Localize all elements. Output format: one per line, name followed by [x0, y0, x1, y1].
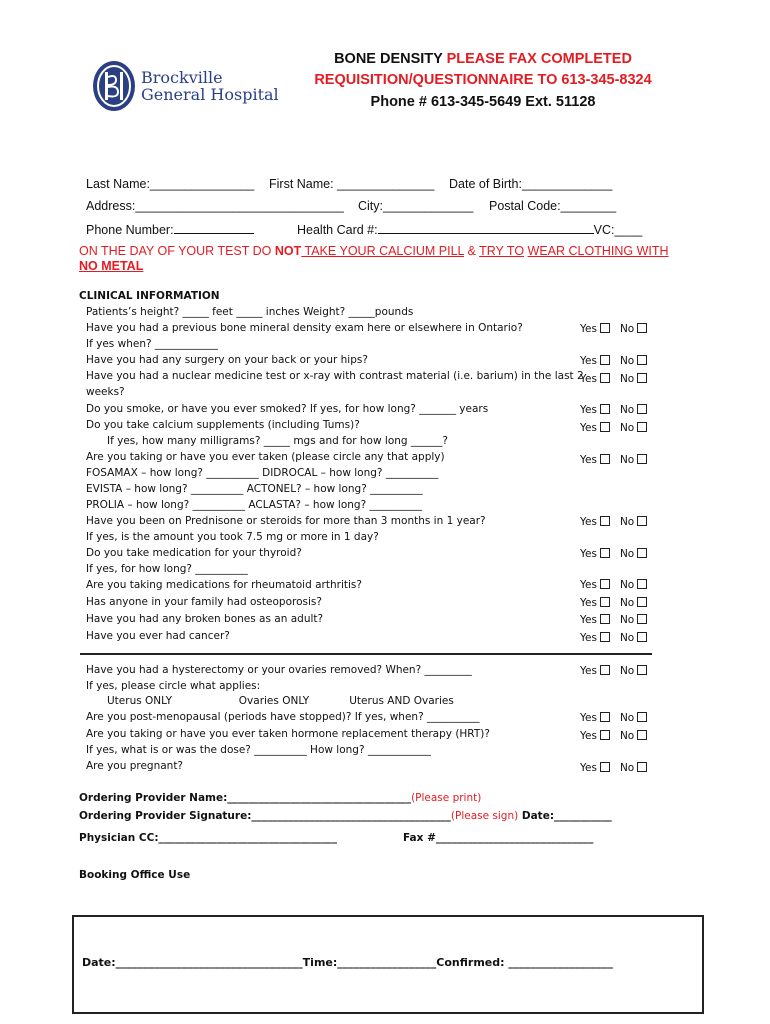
- yes-checkbox-label: Yes: [580, 762, 597, 774]
- yes-no-checkbox-row: [580, 597, 647, 609]
- no-checkbox[interactable]: [620, 712, 647, 724]
- question-broken-bones: Have you had any broken bones as an adult?: [86, 613, 324, 625]
- no-checkbox-label: No: [619, 614, 635, 626]
- no-checkbox-label: No: [619, 632, 635, 644]
- health-card-line: [378, 222, 594, 234]
- yes-checkbox[interactable]: [580, 355, 610, 367]
- checkbox-icon[interactable]: [637, 548, 647, 558]
- yes-no-checkbox-row: [580, 614, 647, 626]
- checkbox-icon[interactable]: [600, 762, 610, 772]
- yes-checkbox[interactable]: [580, 516, 610, 528]
- yes-checkbox[interactable]: [580, 404, 610, 416]
- please-sign-note: (Please sign): [450, 810, 519, 822]
- warning-amp: &: [464, 244, 480, 258]
- no-checkbox-label: No: [619, 323, 635, 335]
- booking-time-label: Time:: [302, 956, 338, 969]
- yes-checkbox[interactable]: [580, 422, 610, 434]
- no-checkbox[interactable]: [620, 323, 647, 335]
- no-checkbox[interactable]: [620, 632, 647, 644]
- yes-checkbox-label: Yes: [580, 614, 597, 626]
- yes-checkbox-label: Yes: [580, 548, 597, 560]
- med-prolia-aclasta[interactable]: PROLIA – how long? __________ ACLASTA? – how long? __________: [86, 499, 422, 511]
- ordering-provider-signature[interactable]: [79, 810, 612, 822]
- no-checkbox-label: No: [619, 597, 635, 609]
- fax-label: Fax #: [403, 832, 436, 844]
- question-nuclear-medicine-cont: weeks?: [86, 386, 125, 398]
- header-title-line1: [283, 51, 683, 67]
- yes-checkbox-label: Yes: [580, 422, 597, 434]
- checkbox-icon[interactable]: [600, 454, 610, 464]
- question-hrt-dose[interactable]: If yes, what is or was the dose? __________ How long? ____________: [86, 744, 431, 756]
- hospital-name-line1: Brockville: [141, 68, 223, 87]
- checkbox-icon[interactable]: [600, 422, 610, 432]
- yes-checkbox-label: Yes: [580, 712, 597, 724]
- bgh-seal-icon: [92, 60, 136, 112]
- provider-name-line: :___________________________________: [223, 792, 412, 804]
- checkbox-icon[interactable]: [637, 454, 647, 464]
- no-checkbox-label: No: [619, 355, 635, 367]
- yes-no-checkbox-row: [580, 730, 647, 742]
- postal-code-field[interactable]: Postal Code:________: [489, 199, 617, 213]
- provider-signature-label: Ordering Provider Signature:: [79, 810, 252, 822]
- checkbox-icon[interactable]: [600, 665, 610, 675]
- header-title-line2: REQUISITION/QUESTIONNAIRE TO 613-345-8324: [314, 72, 652, 88]
- yes-checkbox[interactable]: [580, 548, 610, 560]
- title-fax-instruction: PLEASE FAX COMPLETED: [446, 51, 632, 67]
- test-day-warning: [79, 244, 669, 258]
- yes-no-checkbox-row: [580, 548, 647, 560]
- checkbox-icon[interactable]: [637, 373, 647, 383]
- no-checkbox-label: No: [619, 422, 635, 434]
- no-checkbox-label: No: [619, 516, 635, 528]
- no-checkbox[interactable]: [620, 614, 647, 626]
- no-checkbox-label: No: [619, 665, 635, 677]
- yes-checkbox-label: Yes: [580, 632, 597, 644]
- section-divider: [80, 653, 652, 655]
- no-checkbox[interactable]: [620, 454, 647, 466]
- health-card-label: Health Card #:: [297, 223, 378, 237]
- yes-no-checkbox-row: [580, 579, 647, 591]
- question-calcium-mgs[interactable]: If yes, how many milligrams? _____ mgs and for how long ______?: [107, 435, 448, 447]
- hospital-name: [141, 69, 279, 103]
- clinical-info-heading: CLINICAL INFORMATION: [79, 290, 220, 302]
- checkbox-icon[interactable]: [600, 614, 610, 624]
- yes-no-checkbox-row: [580, 632, 647, 644]
- yes-no-checkbox-row: [580, 665, 647, 677]
- checkbox-icon[interactable]: [637, 730, 647, 740]
- checkbox-icon[interactable]: [637, 579, 647, 589]
- physician-cc-field[interactable]: [79, 832, 337, 844]
- checkbox-icon[interactable]: [637, 323, 647, 333]
- city-field[interactable]: City:_____________: [358, 199, 474, 213]
- checkbox-icon[interactable]: [637, 355, 647, 365]
- yes-checkbox[interactable]: [580, 614, 610, 626]
- hospital-logo: [92, 60, 136, 116]
- question-surgery: Have you had any surgery on your back or your hips?: [86, 354, 368, 366]
- warning-try-to: TRY TO: [479, 244, 525, 258]
- booking-fields-row[interactable]: [82, 956, 613, 969]
- phone-number-label: Phone Number:: [86, 223, 174, 237]
- no-checkbox-label: No: [619, 730, 635, 742]
- phone-number-line: [174, 222, 254, 234]
- question-nuclear-medicine: Have you had a nuclear medicine test or x-ray with contrast material (i.e. barium) in the last 2: [86, 370, 584, 382]
- yes-checkbox-label: Yes: [580, 665, 597, 677]
- med-fosamax-didrocal[interactable]: FOSAMAX – how long? __________ DIDROCAL – how long? __________: [86, 467, 439, 479]
- no-checkbox[interactable]: [620, 548, 647, 560]
- question-previous-bmd: Have you had a previous bone mineral density exam here or elsewhere in Ontario?: [86, 322, 523, 334]
- checkbox-icon[interactable]: [600, 373, 610, 383]
- uterus-ovaries-options[interactable]: Uterus ONLY Ovaries ONLY Uterus AND Ovaries: [107, 695, 454, 707]
- warning-text-1: ON THE DAY OF YOUR TEST DO: [79, 244, 275, 258]
- no-checkbox-label: No: [619, 579, 635, 591]
- yes-no-checkbox-row: [580, 454, 647, 466]
- no-checkbox[interactable]: [620, 665, 647, 677]
- booking-date-line[interactable]: __________________________________: [115, 956, 303, 969]
- title-bone-density: BONE DENSITY: [334, 51, 443, 67]
- yes-checkbox-label: Yes: [580, 730, 597, 742]
- question-pregnant: Are you pregnant?: [86, 760, 184, 772]
- yes-checkbox[interactable]: [580, 597, 610, 609]
- question-thyroid: Do you take medication for your thyroid?: [86, 547, 302, 559]
- warning-wear: WEAR CLOTHING WITH: [527, 244, 669, 258]
- yes-checkbox[interactable]: [580, 454, 610, 466]
- yes-checkbox-label: Yes: [580, 404, 597, 416]
- yes-no-checkbox-row: [580, 516, 647, 528]
- yes-no-checkbox-row: [580, 373, 647, 385]
- provider-signature-line: ______________________________________: [251, 810, 451, 822]
- first-name-field[interactable]: First Name: ______________: [269, 177, 435, 191]
- please-print-note: (Please print): [411, 792, 482, 804]
- no-checkbox[interactable]: [620, 762, 647, 774]
- checkbox-icon[interactable]: [600, 597, 610, 607]
- no-checkbox[interactable]: [620, 579, 647, 591]
- question-family-osteoporosis: Has anyone in your family had osteoporosis?: [86, 596, 322, 608]
- checkbox-icon[interactable]: [600, 355, 610, 365]
- booking-office-heading: Booking Office Use: [79, 869, 191, 881]
- yes-no-checkbox-row: [580, 355, 647, 367]
- fax-number-field[interactable]: [403, 832, 593, 844]
- question-calcium: Do you take calcium supplements (including Tums)?: [86, 419, 360, 431]
- question-post-menopausal[interactable]: Are you post-menopausal (periods have stopped)? If yes, when? __________: [86, 711, 480, 723]
- provider-name-label: Ordering Provider Name: [79, 792, 224, 804]
- question-prednisone-dose: If yes, is the amount you took 7.5 mg or more in 1 day?: [86, 531, 379, 543]
- address-field[interactable]: Address:______________________________: [86, 199, 344, 213]
- yes-checkbox[interactable]: [580, 632, 610, 644]
- question-thyroid-how-long[interactable]: If yes, for how long? __________: [86, 563, 248, 575]
- yes-checkbox-label: Yes: [580, 597, 597, 609]
- checkbox-icon[interactable]: [637, 422, 647, 432]
- question-cancer: Have you ever had cancer?: [86, 630, 230, 642]
- warning-no-metal: NO METAL: [79, 259, 144, 273]
- warning-not: NOT: [274, 244, 302, 258]
- checkbox-icon[interactable]: [600, 712, 610, 722]
- checkbox-icon[interactable]: [600, 323, 610, 333]
- yes-checkbox-label: Yes: [580, 355, 597, 367]
- question-if-yes-when[interactable]: If yes when? ____________: [86, 338, 218, 350]
- no-checkbox-label: No: [619, 373, 635, 385]
- yes-no-checkbox-row: [580, 404, 647, 416]
- no-checkbox[interactable]: [620, 422, 647, 434]
- no-checkbox[interactable]: [620, 516, 647, 528]
- no-checkbox[interactable]: [620, 404, 647, 416]
- yes-checkbox[interactable]: [580, 373, 610, 385]
- question-rheumatoid: Are you taking medications for rheumatoid arthritis?: [86, 579, 362, 591]
- no-checkbox-label: No: [619, 548, 635, 560]
- header-phone: Phone # 613-345-5649 Ext. 51128: [370, 94, 596, 110]
- height-weight-question[interactable]: Patients’s height? _____ feet _____ inches Weight? _____pounds: [86, 306, 414, 318]
- booking-time-line[interactable]: __________________: [337, 956, 437, 969]
- no-checkbox-label: No: [619, 454, 635, 466]
- question-hysterectomy[interactable]: Have you had a hysterectomy or your ovaries removed? When? _________: [86, 664, 472, 676]
- med-evista-actonel[interactable]: EVISTA – how long? __________ ACTONEL? – how long? __________: [86, 483, 423, 495]
- no-checkbox-label: No: [619, 762, 635, 774]
- yes-checkbox[interactable]: [580, 730, 610, 742]
- checkbox-icon[interactable]: [600, 579, 610, 589]
- checkbox-icon[interactable]: [637, 614, 647, 624]
- checkbox-icon[interactable]: [637, 712, 647, 722]
- yes-checkbox-label: Yes: [580, 323, 597, 335]
- health-card-field[interactable]: [297, 222, 642, 237]
- no-checkbox[interactable]: [620, 730, 647, 742]
- physician-cc-line: __________________________________: [158, 832, 338, 844]
- fax-line: ______________________________: [435, 832, 594, 844]
- checkbox-icon[interactable]: [637, 632, 647, 642]
- yes-checkbox-label: Yes: [580, 516, 597, 528]
- physician-cc-label: Physician CC:: [79, 832, 159, 844]
- question-prednisone: Have you been on Prednisone or steroids for more than 3 months in 1 year?: [86, 515, 486, 527]
- vc-field: VC:____: [593, 223, 643, 237]
- yes-checkbox[interactable]: [580, 665, 610, 677]
- checkbox-icon[interactable]: [600, 516, 610, 526]
- no-checkbox-label: No: [619, 712, 635, 724]
- ordering-provider-name[interactable]: [79, 792, 481, 804]
- question-medications: Are you taking or have you ever taken (please circle any that apply): [86, 451, 445, 463]
- yes-checkbox[interactable]: [580, 712, 610, 724]
- no-checkbox[interactable]: [620, 355, 647, 367]
- question-smoke: Do you smoke, or have you ever smoked? If yes, for how long? _______ years: [86, 403, 489, 415]
- warning-calcium: TAKE YOUR CALCIUM PILL: [301, 244, 465, 258]
- checkbox-icon[interactable]: [600, 404, 610, 414]
- hospital-name-line2: General Hospital: [141, 85, 279, 104]
- phone-number-field[interactable]: [86, 222, 254, 237]
- no-checkbox[interactable]: [620, 597, 647, 609]
- last-name-field[interactable]: Last Name:_______________: [86, 177, 255, 191]
- checkbox-icon[interactable]: [600, 632, 610, 642]
- checkbox-icon[interactable]: [600, 730, 610, 740]
- yes-checkbox-label: Yes: [580, 579, 597, 591]
- yes-no-checkbox-row: [580, 712, 647, 724]
- yes-no-checkbox-row: [580, 762, 647, 774]
- checkbox-icon[interactable]: [637, 762, 647, 772]
- no-checkbox-label: No: [619, 404, 635, 416]
- checkbox-icon[interactable]: [637, 665, 647, 675]
- signature-date-field[interactable]: Date:___________: [521, 810, 612, 822]
- question-circle-applies: If yes, please circle what applies:: [86, 680, 261, 692]
- yes-checkbox-label: Yes: [580, 373, 597, 385]
- yes-checkbox[interactable]: [580, 579, 610, 591]
- booking-date-label: Date:: [82, 956, 116, 969]
- booking-confirmed-line[interactable]: ___________________: [504, 956, 613, 969]
- yes-checkbox[interactable]: [580, 762, 610, 774]
- yes-no-checkbox-row: [580, 323, 647, 335]
- yes-checkbox[interactable]: [580, 323, 610, 335]
- checkbox-icon[interactable]: [600, 548, 610, 558]
- yes-checkbox-label: Yes: [580, 454, 597, 466]
- checkbox-icon[interactable]: [637, 516, 647, 526]
- question-hrt: Are you taking or have you ever taken hormone replacement therapy (HRT)?: [86, 728, 490, 740]
- no-checkbox[interactable]: [620, 373, 647, 385]
- booking-confirmed-label: Confirmed:: [436, 956, 505, 969]
- checkbox-icon[interactable]: [637, 597, 647, 607]
- checkbox-icon[interactable]: [637, 404, 647, 414]
- yes-no-checkbox-row: [580, 422, 647, 434]
- date-of-birth-field[interactable]: Date of Birth:_____________: [449, 177, 613, 191]
